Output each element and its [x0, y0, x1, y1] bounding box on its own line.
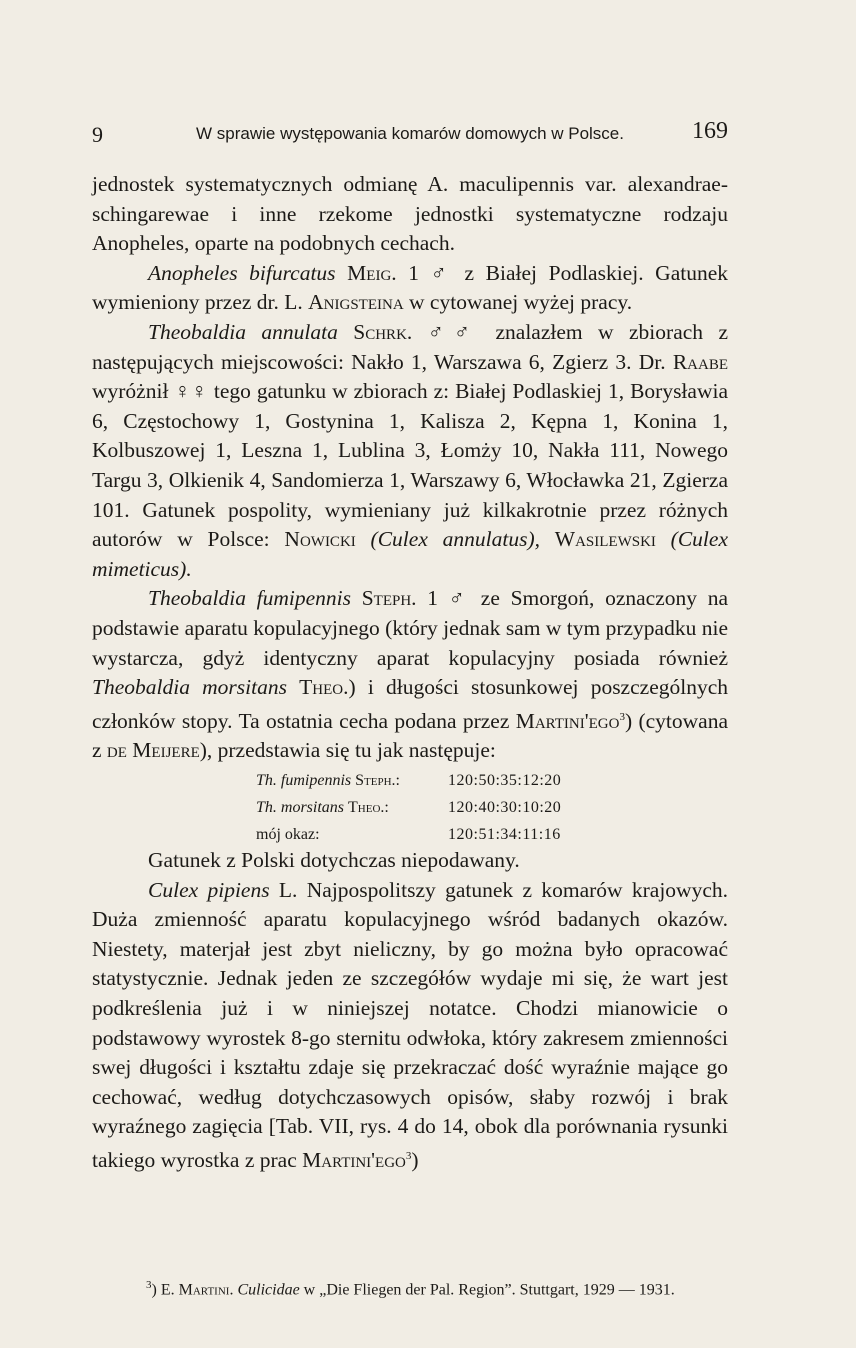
paragraph-text: Najpospolitszy gatunek z komarów krajowych. Duża zmienność aparatu kopulacyjnego wśród badanych okazów. Niestety, materjał jest zbyt nieliczny, by go można było opracować statystycznie. Jednak jeden ze szczegółów wydaje mi się, że wart jest podkreślenia już i w niniejszej notatce. Chodzi mianowicie o podstawowy wyrostek 8-go sternitu odwłoka, który zakresem zmienności swej długości i kształtu zdaje się przekraczać dość wyraźnie mające go cechować, według dotychczasowych opisów, słaby rozwój i brak wyraźnego zagięcia [Tab. VII, rys. 4 do 14, obok dla porównania rysunki takiego wyrostka z prac	[92, 877, 728, 1173]
footnote-ref: 3	[405, 1149, 412, 1162]
species-name: Theobaldia fumipennis	[148, 586, 351, 611]
person-name: de Meijere	[106, 738, 200, 763]
author-name: Schrk.	[353, 319, 413, 344]
person-name: Raabe	[672, 349, 728, 374]
paragraph	[92, 584, 728, 766]
person-name: Wasilewski	[554, 527, 656, 552]
author-name: Meig.	[347, 260, 397, 285]
paragraph-text: w cytowanej wyżej pracy.	[403, 290, 633, 315]
measurement-row	[256, 767, 656, 794]
species-name: Culex pipiens	[148, 877, 270, 902]
paragraph	[92, 876, 728, 1176]
paragraph-text: 1 ♂ ze Smorgoń, oznaczony na podstawie aparatu kopulacyjnego (który jednak sam w tym przypadku nie wystarcza, gdyż identyczny aparat kopulacyjny posiada również	[92, 586, 728, 670]
measurement-row	[256, 821, 656, 848]
paragraph: Gatunek z Polski dotychczas niepodawany.	[148, 848, 520, 872]
footnote-mark: 3	[146, 1279, 152, 1291]
species-name: Theobaldia annulata	[148, 319, 338, 344]
paragraph-text: )	[411, 1148, 419, 1173]
measurement-value: 120:40:30:10:20	[448, 799, 562, 816]
paragraph-text: ) i długości stosunkowej poszczególnych członków stopy. Ta ostatnia cecha podana przez	[92, 675, 728, 733]
paragraph	[92, 318, 728, 584]
page-number: 169	[692, 118, 728, 144]
work-title: Culicidae	[237, 1281, 300, 1299]
species-synonym: (Culex mimeticus).	[92, 527, 728, 581]
author-name: Theo.	[299, 675, 349, 700]
author-name: Steph.	[361, 586, 417, 611]
paragraph-text: ♂♂ znalazłem w zbiorach z następujących miejscowości: Nakło 1, Warszawa 6, Zgierz 3. Dr.	[92, 319, 728, 374]
paragraph: jednostek systematycznych odmianę A. maculipennis var. alexandrae-schingarewae i inne rzekome jednostki systematyczne rodzaju Anopheles, oparte na podobnych cechach.	[92, 172, 728, 256]
paragraph-text: 1 ♂ z Białej Podlaskiej. Gatunek wymieniony przez dr. L.	[92, 260, 729, 315]
species-name: Theobaldia morsitans	[92, 675, 287, 700]
main-text	[92, 170, 728, 766]
person-name: Martini.	[178, 1281, 234, 1299]
person-name: Nowicki	[284, 527, 356, 552]
author-name: L.	[278, 877, 298, 902]
species-synonym: (Culex annulatus),	[355, 527, 555, 552]
paragraph-text: wyróżnił ♀♀ tego gatunku w zbiorach z: Białej Podlaskiej 1, Borysławia 6, Częstochowy 1, Gostynina 1, Kalisza 2, Kępna 1, Konina 1, Kolbuszowej 1, Leszna 1, Lublina 3, Łomży 10, Nakła 111, Nowego Targu 3, Olkienik 4, Sandomierza 1, Warszawy 6, Włocławka 21, Zgierza 101. Gatunek pospolity, wymieniany już kilkakrotnie przez różnych autorów w Polsce:	[92, 379, 728, 552]
measurement-label: Th. morsitans Theo.:	[256, 799, 389, 816]
person-name: Martini'ego	[515, 708, 620, 733]
footnote-ref: 3	[619, 710, 625, 723]
species-name: Anopheles bifurcatus	[148, 260, 336, 285]
measurement-value: 120:50:35:12:20	[448, 772, 562, 789]
paragraph	[92, 259, 728, 318]
main-text-continued	[92, 846, 728, 1176]
footnote	[92, 1271, 728, 1304]
paragraph-text: ) (cytowana z	[92, 708, 729, 763]
section-number: 9	[92, 122, 103, 147]
person-name: Anigsteina	[308, 290, 404, 315]
person-name: Martini'ego	[302, 1148, 406, 1173]
measurement-label: Th. fumipennis Steph.:	[256, 772, 400, 789]
footnote-text: ) E.	[151, 1281, 179, 1299]
measurement-table	[256, 767, 656, 848]
paragraph-text: ), przedstawia się tu jak następuje:	[199, 738, 496, 763]
footnote-text: w „Die Fliegen der Pal. Region”. Stuttgart, 1929 — 1931.	[299, 1281, 675, 1299]
measurement-row	[256, 794, 656, 821]
running-title: W sprawie występowania komarów domowych w Polsce.	[196, 124, 624, 143]
measurement-label: mój okaz:	[256, 826, 320, 843]
running-header	[92, 118, 728, 152]
measurement-value: 120:51:34:11:16	[448, 826, 561, 843]
